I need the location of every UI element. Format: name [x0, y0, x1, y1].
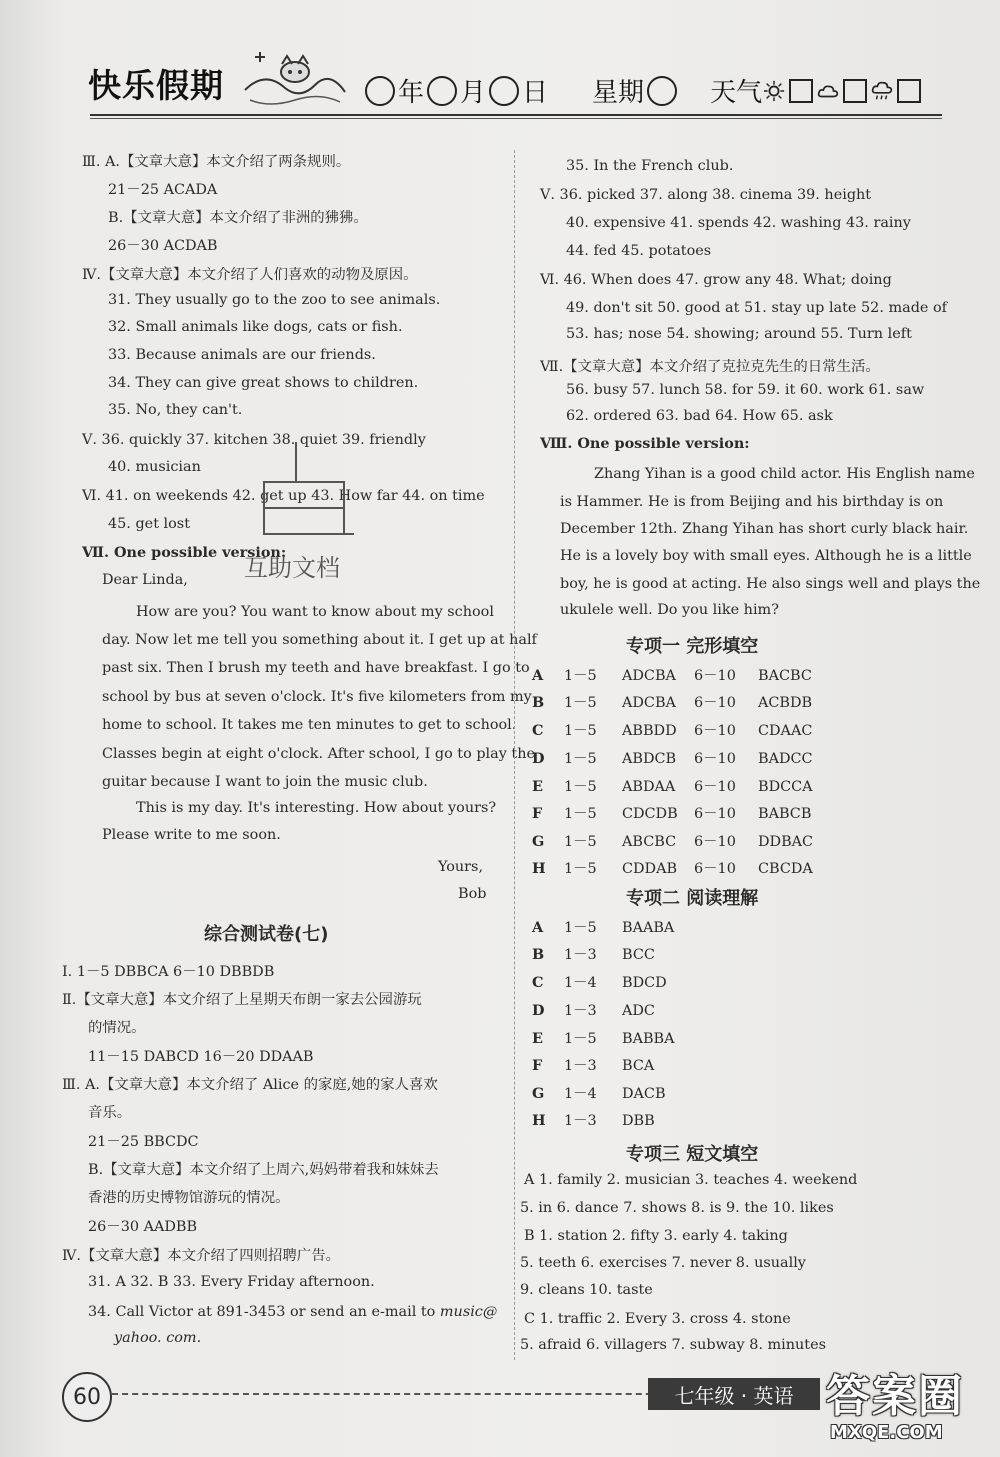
weather-cloudy-checkbox[interactable] — [843, 79, 867, 103]
answer-cell: 6－10 — [694, 779, 736, 795]
answer-line: Ⅶ. One possible version: — [82, 544, 287, 561]
answer-cell: 1－3 — [564, 1003, 597, 1019]
answer-cell: CBCDA — [758, 861, 813, 877]
answer-cell: DBB — [622, 1113, 655, 1129]
answer-line: Ⅲ. A.【文章大意】本文介绍了 Alice 的家庭,她的家人喜欢 — [62, 1077, 438, 1093]
grade-subject-label: 七年级 · 英语 — [648, 1378, 820, 1410]
answer-line: 的情况。 — [88, 1020, 146, 1036]
answer-line: 31. A 32. B 33. Every Friday afternoon. — [88, 1274, 375, 1290]
answer-cell: ABDCB — [622, 751, 677, 767]
answer-line: Ⅵ. 46. When does 47. grow any 48. What; doing — [540, 272, 892, 288]
email-fragment: music@ — [435, 1304, 498, 1320]
answer-cell: CDCDB — [622, 806, 678, 822]
answer-cell: DDBAC — [758, 834, 814, 850]
day-label: 日 — [522, 78, 549, 108]
answer-cell: H — [532, 860, 546, 877]
answer-line: 44. fed 45. potatoes — [566, 243, 712, 259]
answer-cell: BAABA — [622, 920, 675, 936]
weather-sunny-checkbox[interactable] — [789, 79, 813, 103]
answer-line: Ⅷ. One possible version: — [540, 435, 750, 452]
answer-line: 32. Small animals like dogs, cats or fish. — [108, 319, 403, 335]
weather-label: 天气 — [710, 78, 763, 108]
answer-line: Ⅳ.【文章大意】本文介绍了四则招聘广告。 — [62, 1248, 340, 1264]
answer-line: Yours, — [438, 859, 484, 875]
answer-line: day. Now let me tell you something about it. I get up at half — [102, 632, 537, 648]
answer-cell: 1－5 — [564, 1031, 597, 1047]
answer-cell: ADC — [622, 1003, 655, 1019]
answer-line: 26－30 ACDAB — [108, 238, 218, 254]
year-blank[interactable] — [365, 76, 395, 106]
answer-cell: ABBDD — [622, 723, 677, 739]
answer-line: is Hammer. He is from Beijing and his birthday is on — [560, 494, 944, 510]
answer-cell: BDCD — [622, 975, 667, 991]
page-number: 60 — [62, 1372, 112, 1422]
logo-text: 答案圈 — [826, 1371, 964, 1422]
answer-cell: G — [532, 833, 545, 850]
answer-line: 5. in 6. dance 7. shows 8. is 9. the 10. likes — [520, 1200, 834, 1216]
answer-row — [532, 664, 812, 685]
watermark-text: 互助文档 — [244, 554, 340, 582]
answer-row — [532, 1109, 694, 1130]
weekday-label: 星期 — [592, 78, 645, 108]
answer-line: C 1. traffic 2. Every 3. cross 4. stone — [524, 1311, 791, 1327]
answer-cell: BCA — [622, 1058, 655, 1074]
year-label: 年 — [398, 78, 425, 108]
answer-row — [532, 830, 813, 851]
answer-line: 40. expensive 41. spends 42. washing 43. rainy — [566, 215, 911, 231]
answer-cell: E — [532, 778, 543, 795]
answer-cell: H — [532, 1112, 546, 1129]
answer-line: A 1. family 2. musician 3. teaches 4. weekend — [524, 1172, 858, 1188]
answer-line: 33. Because animals are our friends. — [108, 347, 376, 363]
footer-rule — [112, 1393, 672, 1395]
answer-cell: B — [532, 946, 545, 963]
rain-icon — [870, 80, 894, 102]
answer-cell: A — [532, 919, 544, 936]
answer-cell: BABCB — [758, 806, 812, 822]
answer-line: 45. get lost — [108, 516, 190, 532]
answer-row — [532, 1082, 694, 1103]
answer-line: Ⅰ. 1－5 DBBCA 6－10 DBBDB — [62, 964, 275, 980]
answer-cell: 1－5 — [564, 668, 597, 684]
answer-line: Classes begin at eight o'clock. After school, I go to play the — [102, 746, 535, 762]
answer-line: Ⅵ. 41. on weekends 42. get up 43. How far 44. on time — [82, 488, 485, 504]
header-decoration-icon — [240, 50, 350, 110]
answer-cell: 1－3 — [564, 947, 597, 963]
answer-line: 香港的历史博物馆游玩的情况。 — [88, 1190, 290, 1206]
answer-line: home to school. It takes me ten minutes to get to school. — [102, 717, 517, 733]
answer-line: Ⅳ.【文章大意】本文介绍了人们喜欢的动物及原因。 — [82, 267, 418, 283]
answer-cell: A — [532, 667, 544, 684]
answer-line: 5. afraid 6. villagers 7. subway 8. minutes — [520, 1337, 826, 1353]
answer-cell: 6－10 — [694, 806, 736, 822]
answer-cell: F — [532, 1057, 543, 1074]
answer-line: 26－30 AADBB — [88, 1219, 198, 1235]
answer-cell: 1－5 — [564, 779, 597, 795]
answer-line: Ⅴ. 36. picked 37. along 38. cinema 39. height — [540, 187, 872, 203]
section-title: 专项一 完形填空 — [626, 636, 759, 657]
answer-cell: 1－3 — [564, 1058, 597, 1074]
answer-line: B 1. station 2. fifty 3. early 4. taking — [524, 1228, 788, 1244]
answer-cell: BABBA — [622, 1031, 675, 1047]
answer-cell: G — [532, 1085, 545, 1102]
answer-cell: DACB — [622, 1086, 666, 1102]
answer-cell: BCC — [622, 947, 655, 963]
answer-cell: ACBDB — [758, 695, 813, 711]
column-divider — [514, 150, 515, 1360]
answer-line: 56. busy 57. lunch 58. for 59. it 60. work 61. saw — [566, 382, 925, 398]
answer-cell: 6－10 — [694, 751, 736, 767]
header-date-fields — [362, 72, 924, 109]
answer-cell: B — [532, 694, 545, 711]
answer-cell: 1－5 — [564, 695, 597, 711]
answer-line: Ⅱ.【文章大意】本文介绍了上星期天布朗一家去公园游玩 — [62, 992, 422, 1008]
answer-line: 40. musician — [108, 459, 201, 475]
answer-cell: E — [532, 1030, 543, 1047]
answer-line: 31. They usually go to the zoo to see animals. — [108, 292, 441, 308]
answer-cell: 1－5 — [564, 834, 597, 850]
answer-line: 34. Call Victor at 891-3453 or send an e-mail to music@ — [88, 1304, 498, 1320]
answer-cell: 6－10 — [694, 668, 736, 684]
answer-line: 21－25 BBCDC — [88, 1134, 199, 1150]
answer-line: How are you? You want to know about my school — [136, 604, 494, 620]
answer-cell: 6－10 — [694, 834, 736, 850]
answer-line: B.【文章大意】本文介绍了上周六,妈妈带着我和妹妹去 — [88, 1162, 439, 1178]
answer-cell: 1－5 — [564, 723, 597, 739]
answer-line: 9. cleans 10. taste — [520, 1282, 653, 1298]
answer-line: 34. They can give great shows to children. — [108, 375, 419, 391]
answer-line: December 12th. Zhang Yihan has short curly black hair. — [560, 521, 969, 537]
answer-line: yahoo. com. — [114, 1330, 202, 1346]
answer-line: guitar because I want to join the music club. — [102, 774, 428, 790]
site-logo — [826, 1360, 996, 1450]
answer-cell: D — [532, 1002, 545, 1019]
test-heading: 综合测试卷(七) — [204, 924, 329, 945]
answer-cell: 1－5 — [564, 806, 597, 822]
answer-row — [532, 999, 694, 1020]
answer-cell: 1－3 — [564, 1113, 597, 1129]
sun-icon — [762, 80, 786, 102]
answer-cell: CDDAB — [622, 861, 678, 877]
answer-cell: CDAAC — [758, 723, 813, 739]
cloudy-icon — [816, 80, 840, 102]
answer-cell: 1－5 — [564, 861, 597, 877]
month-blank[interactable] — [427, 76, 457, 106]
answer-line: Ⅶ.【文章大意】本文介绍了克拉克先生的日常生活。 — [540, 359, 880, 375]
answer-cell: 6－10 — [694, 723, 736, 739]
answer-line: Please write to me soon. — [102, 827, 281, 843]
answer-line: This is my day. It's interesting. How about yours? — [136, 800, 497, 816]
weather-rain-checkbox[interactable] — [897, 79, 921, 103]
answer-cell: 6－10 — [694, 861, 736, 877]
answer-row — [532, 691, 812, 712]
header-rule — [90, 114, 942, 116]
weekday-blank[interactable] — [647, 76, 677, 106]
answer-row — [532, 1027, 694, 1048]
answer-line: boy, he is good at acting. He also sings well and plays the — [560, 576, 981, 592]
answer-cell: 1－4 — [564, 1086, 597, 1102]
answer-row — [532, 775, 813, 796]
answer-cell: ABCBC — [622, 834, 677, 850]
section-title: 专项二 阅读理解 — [626, 888, 759, 909]
header-rule-thin — [90, 118, 942, 119]
answer-row — [532, 971, 694, 992]
answer-line: Dear Linda, — [102, 572, 188, 588]
answer-row — [532, 916, 694, 937]
answer-cell: 6－10 — [694, 695, 736, 711]
logo-url: MXQE.COM — [830, 1422, 943, 1443]
answer-cell: D — [532, 750, 545, 767]
answer-line: Ⅴ. 36. quickly 37. kitchen 38. quiet 39. friendly — [82, 432, 426, 448]
answer-line: 21－25 ACADA — [108, 182, 218, 198]
answer-cell: BADCC — [758, 751, 813, 767]
section-title: 专项三 短文填空 — [626, 1144, 759, 1165]
answer-line: ukulele well. Do you like him? — [560, 602, 779, 618]
month-label: 月 — [460, 78, 487, 108]
day-blank[interactable] — [489, 76, 519, 106]
answer-row — [532, 1054, 694, 1075]
answer-line: past six. Then I brush my teeth and have breakfast. I go to — [102, 660, 530, 676]
answer-cell: C — [532, 722, 544, 739]
answer-row — [532, 802, 811, 823]
answer-row — [532, 943, 694, 964]
answer-cell: 1－5 — [564, 751, 597, 767]
answer-cell: BDCCA — [758, 779, 813, 795]
answer-cell: BACBC — [758, 668, 812, 684]
answer-cell: ABDAA — [622, 779, 676, 795]
answer-line: 53. has; nose 54. showing; around 55. Turn left — [566, 326, 912, 342]
answer-line: B.【文章大意】本文介绍了非洲的狒狒。 — [108, 210, 368, 226]
answer-line: 35. No, they can't. — [108, 402, 243, 418]
answer-line: 49. don't sit 50. good at 51. stay up late 52. made of — [566, 300, 947, 316]
answer-line: 11－15 DABCD 16－20 DDAAB — [88, 1049, 314, 1065]
answer-line: 62. ordered 63. bad 64. How 65. ask — [566, 408, 833, 424]
answer-line: 35. In the French club. — [566, 158, 734, 174]
answer-cell: C — [532, 974, 544, 991]
answer-line: 音乐。 — [88, 1105, 132, 1121]
answer-cell: F — [532, 805, 543, 822]
answer-cell: 1－5 — [564, 920, 597, 936]
answer-line: 5. teeth 6. exercises 7. never 8. usually — [520, 1255, 806, 1271]
answer-row — [532, 857, 813, 878]
answer-cell: ADCBA — [622, 668, 676, 684]
answer-row — [532, 719, 812, 740]
header-title: 快乐假期 — [88, 66, 224, 105]
answer-line: He is a lovely boy with small eyes. Although he is a little — [560, 548, 972, 564]
answer-line: Bob — [458, 886, 487, 902]
answer-cell: 1－4 — [564, 975, 597, 991]
answer-line: Ⅲ. A.【文章大意】本文介绍了两条规则。 — [82, 154, 351, 170]
answer-row — [532, 747, 813, 768]
answer-line: school by bus at seven o'clock. It's five kilometers from my — [102, 689, 532, 705]
answer-cell: ADCBA — [622, 695, 676, 711]
answer-line: Zhang Yihan is a good child actor. His English name — [594, 466, 975, 482]
